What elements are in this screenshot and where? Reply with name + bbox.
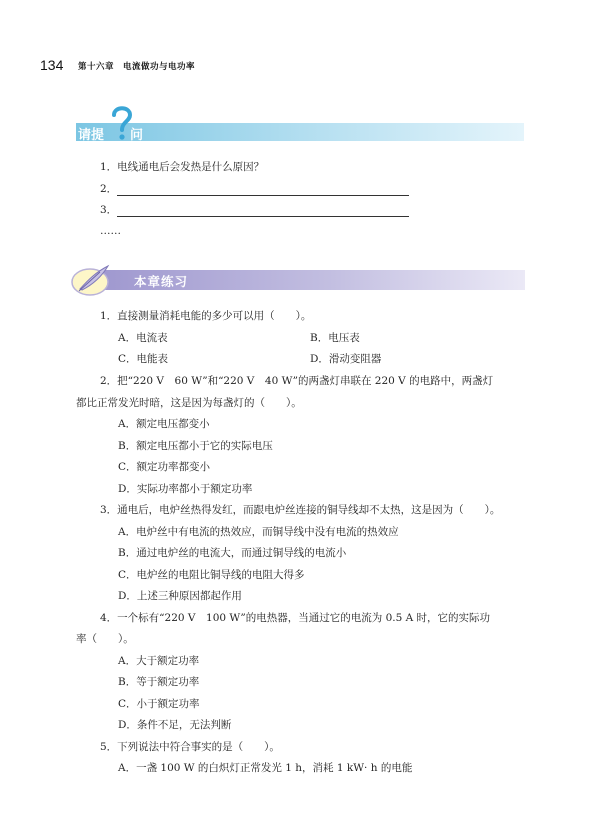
q1-option-d: D．滑动变阻器 <box>310 353 382 365</box>
ask-section-banner <box>76 123 524 141</box>
feather-pen-icon <box>70 262 114 298</box>
q5-option-a: A．一盏 100 W 的白炽灯正常发光 1 h，消耗 1 kW· h 的电能 <box>118 762 413 774</box>
exercise-title: 本章练习 <box>134 274 189 289</box>
q2-stem-line2: 都比正常发光时暗，这是因为每盏灯的（ ）。 <box>76 397 302 409</box>
page-number: 134 <box>40 57 64 73</box>
ask-item-1: 1．电线通电后会发热是什么原因？ <box>100 161 265 173</box>
ask-item-2 <box>100 182 409 196</box>
ask-ellipsis: …… <box>100 225 121 237</box>
q3-stem: 3．通电后，电炉丝热得发红，而跟电炉丝连接的铜导线却不太热，这是因为（ ）。 <box>100 504 501 516</box>
ask-item-3 <box>100 203 409 217</box>
q3-option-b: B．通过电炉丝的电流大，而通过铜导线的电流小 <box>118 547 347 559</box>
q4-stem-line2: 率（ ）。 <box>76 633 134 645</box>
q2-option-c: C．额定功率都变小 <box>118 461 211 473</box>
q2-option-d: D．实际功率都小于额定功率 <box>118 483 253 495</box>
q1-option-b: B．电压表 <box>310 332 360 344</box>
q1-option-a: A．电流表 <box>118 332 168 344</box>
ask-title-right: 问 <box>130 128 144 143</box>
q3-option-c: C．电炉丝的电阻比铜导线的电阻大得多 <box>118 569 305 581</box>
ask-item-2-label: 2． <box>100 183 118 195</box>
q2-option-a: A．额定电压都变小 <box>118 418 210 430</box>
answer-blank <box>117 206 409 217</box>
chapter-title: 第十六章 电流做功与电功率 <box>78 62 196 72</box>
q4-option-b: B．等于额定功率 <box>118 676 200 688</box>
q2-option-b: B．额定电压都小于它的实际电压 <box>118 440 273 452</box>
q4-option-a: A．大于额定功率 <box>118 655 200 667</box>
q2-stem-line1: 2．把“220 V 60 W”和“220 V 40 W”的两盏灯串联在 220 V 的电路中，两盏灯 <box>100 375 494 387</box>
q3-option-d: D．上述三种原因都起作用 <box>118 590 242 602</box>
ask-item-3-label: 3． <box>100 204 118 216</box>
q4-option-c: C．小于额定功率 <box>118 698 200 710</box>
q5-stem: 5．下列说法中符合事实的是（ ）。 <box>100 741 280 753</box>
q4-option-d: D．条件不足，无法判断 <box>118 719 232 731</box>
q3-option-a: A．电炉丝中有电流的热效应，而铜导线中没有电流的热效应 <box>118 526 399 538</box>
q1-stem: 1．直接测量消耗电能的多少可以用（ ）。 <box>100 310 312 322</box>
q1-option-c: C．电能表 <box>118 353 169 365</box>
answer-blank <box>117 185 409 196</box>
q4-stem-line1: 4．一个标有“220 V 100 W”的电热器，当通过它的电流为 0.5 A 时，它的实际功 <box>100 612 491 624</box>
ask-title-left: 请提 <box>78 128 105 143</box>
